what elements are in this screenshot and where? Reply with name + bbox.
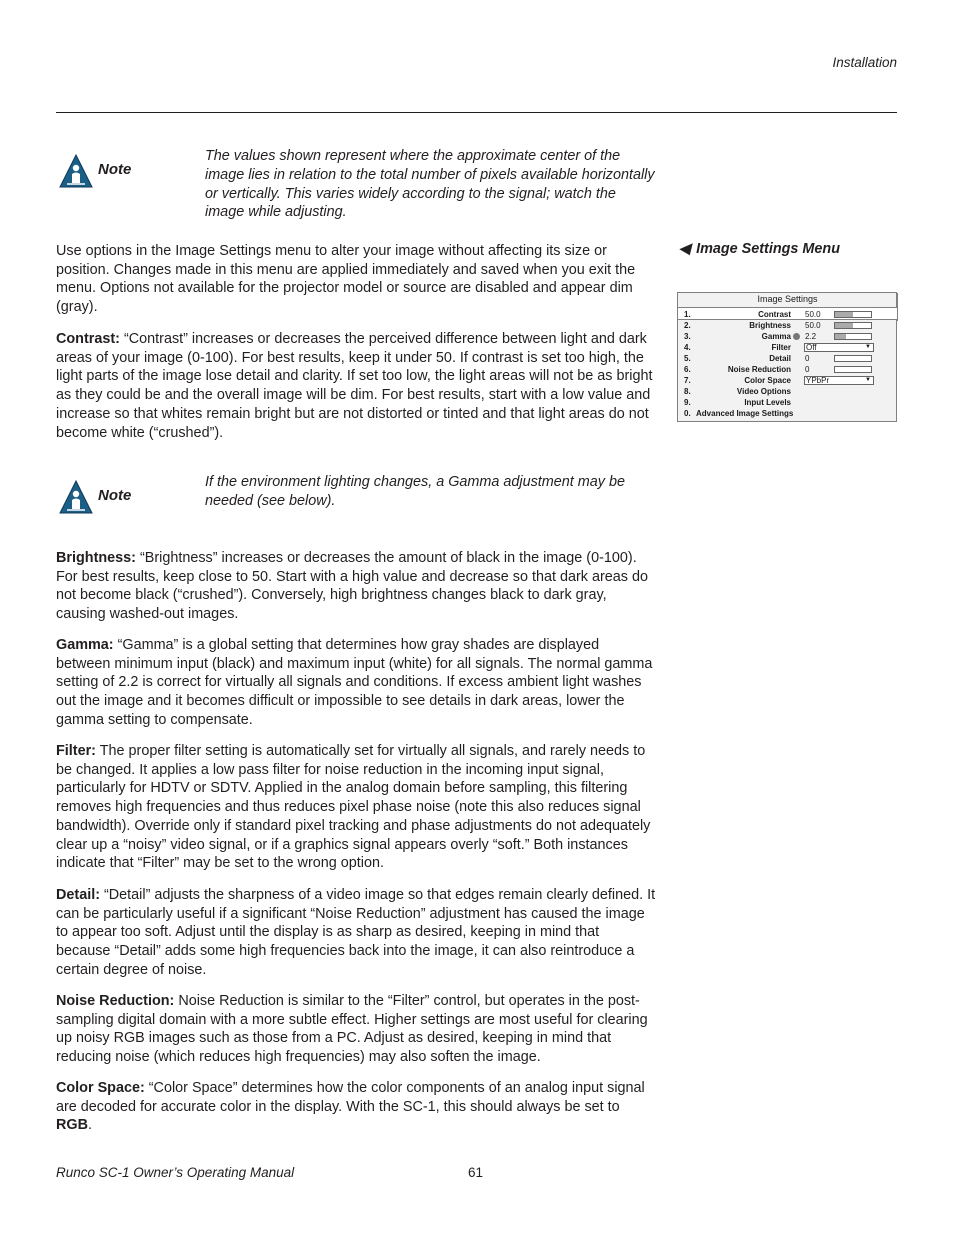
colorspace-text: “Color Space” determines how the color components of an analog input signal are decoded for accurate color in the display. With the SC-1, this should always be set to	[56, 1080, 645, 1115]
osd-slider	[834, 322, 872, 329]
contrast-paragraph	[56, 330, 656, 442]
contrast-text: “Contrast” increases or decreases the perceived difference between light and dark areas of your image (0-100). For best results, keep it under 50. If contrast is set too high, the light parts of the image lose detail and clarity. If set too low, the light areas will not be as bright as they could be and the overall image will be dim. For best results, start with a low value and increase so that whites remain bright but are not distorted or tinted and that light areas do not become white (“crushed”).	[56, 331, 653, 441]
note-text: The values shown represent where the approximate center of the image lies in relation to the total number of pixels available horizontally or vertically. This varies widely according to the signal; watch the image while adjusting.	[205, 148, 655, 221]
note-icon	[58, 479, 94, 515]
intro-paragraph: Use options in the Image Settings menu to alter your image without affecting its size or position. Changes made in this menu are applied immediately and saved when you exit the menu. Options not available for the projector model or source are disabled and appear dim (gray).	[56, 243, 636, 316]
noise-text: Noise Reduction is similar to the “Filter” control, but operates in the post-sampling digital domain with a more subtle effect. Higher settings are most useful for clearing up noisy RGB images such as those from a PC. Adjust as desired, keeping in mind that reducing noise (which reduces high frequencies) may also soften the image.	[56, 993, 648, 1066]
chevron-down-icon: ▼	[865, 377, 871, 383]
noise-term: Noise Reduction:	[56, 993, 175, 1009]
brightness-term: Brightness:	[56, 550, 136, 566]
osd-row-brightness: 2. Brightness 50.0	[678, 320, 896, 331]
gamma-eye-icon	[793, 333, 800, 340]
side-heading	[679, 241, 840, 257]
detail-term: Detail:	[56, 887, 100, 903]
footer-page-number: 61	[468, 1165, 484, 1180]
note-label: Note	[98, 161, 132, 178]
gamma-text: “Gamma” is a global setting that determines how gray shades are displayed between minimum input (black) and maximum input (white) for all signals. The normal gamma setting of 2.2 is correct for virtually all signals and conditions. If excess ambient light washes out the image and it becomes difficult or impossible to see details in dark areas, lower the gamma setting to compensate.	[56, 637, 653, 728]
detail-text: “Detail” adjusts the sharpness of a video image so that edges remain clearly defined. It can be particularly useful if a significant “Noise Reduction” adjustment has caused the image to appear too soft. Adjust until the display is as sharp as desired, keeping in mind that because “Detail” adds some high frequencies back into the image, it can also reintroduce a certain degree of noise.	[56, 887, 656, 978]
gamma-paragraph	[56, 636, 656, 730]
contrast-term: Contrast:	[56, 331, 120, 347]
osd-row-video-options: 8. Video Options	[684, 387, 791, 396]
side-heading-text: Image Settings Menu	[696, 241, 841, 257]
osd-row-gamma: 3. Gamma 2.2	[678, 331, 896, 342]
note-icon	[58, 153, 94, 189]
note-text: If the environment lighting changes, a Gamma adjustment may be needed (see below).	[205, 474, 625, 509]
osd-field	[834, 355, 872, 362]
osd-field	[834, 366, 872, 373]
image-settings-menu-screenshot	[677, 292, 897, 422]
osd-row-contrast: 1. Contrast 50.0	[678, 309, 896, 320]
brightness-text: “Brightness” increases or decreases the amount of black in the image (0-100). For best results, keep close to 50. Start with a high value and decrease so that dark areas do not become black (“crushed”). Conversely, high brightness changes black to dark gray, causing washed-out images.	[56, 550, 648, 623]
osd-slider	[834, 311, 872, 318]
osd-row-input-levels: 9. Input Levels	[684, 398, 791, 407]
osd-row-advanced: 0. Advanced Image Settings	[684, 409, 794, 418]
osd-row-noise-reduction: 6. Noise Reduction 0	[678, 364, 896, 375]
filter-text: The proper filter setting is automatically set for virtually all signals, and rarely needs to be changed. It applies a low pass filter for noise reduction in the incoming input signal, particularly for HDTV or SDTV. Applied in the analog domain before sampling, this filtering removes high frequencies and thus reduces pixel phase noise (note this also reduces signal bandwidth). Override only if standard pixel tracking and phase adjustments do not adequately clear up a “noisy” video signal, or if a graphics signal appears overly “soft.” Both instances indicate that “Filter” may be set to the wrong option.	[56, 743, 651, 872]
colorspace-term: Color Space:	[56, 1080, 145, 1096]
noise-reduction-paragraph	[56, 992, 656, 1067]
colorspace-value: RGB	[56, 1117, 88, 1134]
filter-term: Filter:	[56, 743, 96, 759]
detail-paragraph	[56, 886, 656, 980]
arrow-left-icon: ◀	[679, 241, 691, 257]
footer-manual-title: Runco SC-1 Owner’s Operating Manual	[56, 1165, 295, 1180]
osd-row-color-space: 7. Color Space YPbPr ▼	[678, 375, 896, 386]
brightness-paragraph	[56, 549, 656, 624]
gamma-term: Gamma:	[56, 637, 114, 653]
osd-title: Image Settings	[678, 293, 897, 307]
note-label: Note	[98, 487, 132, 504]
osd-row-detail: 5. Detail 0	[678, 353, 896, 364]
color-space-paragraph: Color Space: “Color Space” determines how the color components of an analog input signal are decoded for accurate color in the display. With the SC-1, this should always be set to RGB.	[56, 1080, 645, 1134]
header-rule	[56, 112, 897, 113]
osd-row-filter: 4. Filter Off ▼	[678, 342, 896, 353]
osd-dropdown: YPbPr ▼	[804, 376, 874, 385]
chevron-down-icon: ▼	[865, 344, 871, 350]
osd-dropdown: Off ▼	[804, 343, 874, 352]
running-header: Installation	[832, 55, 897, 70]
filter-paragraph	[56, 742, 656, 873]
osd-slider	[834, 333, 872, 340]
